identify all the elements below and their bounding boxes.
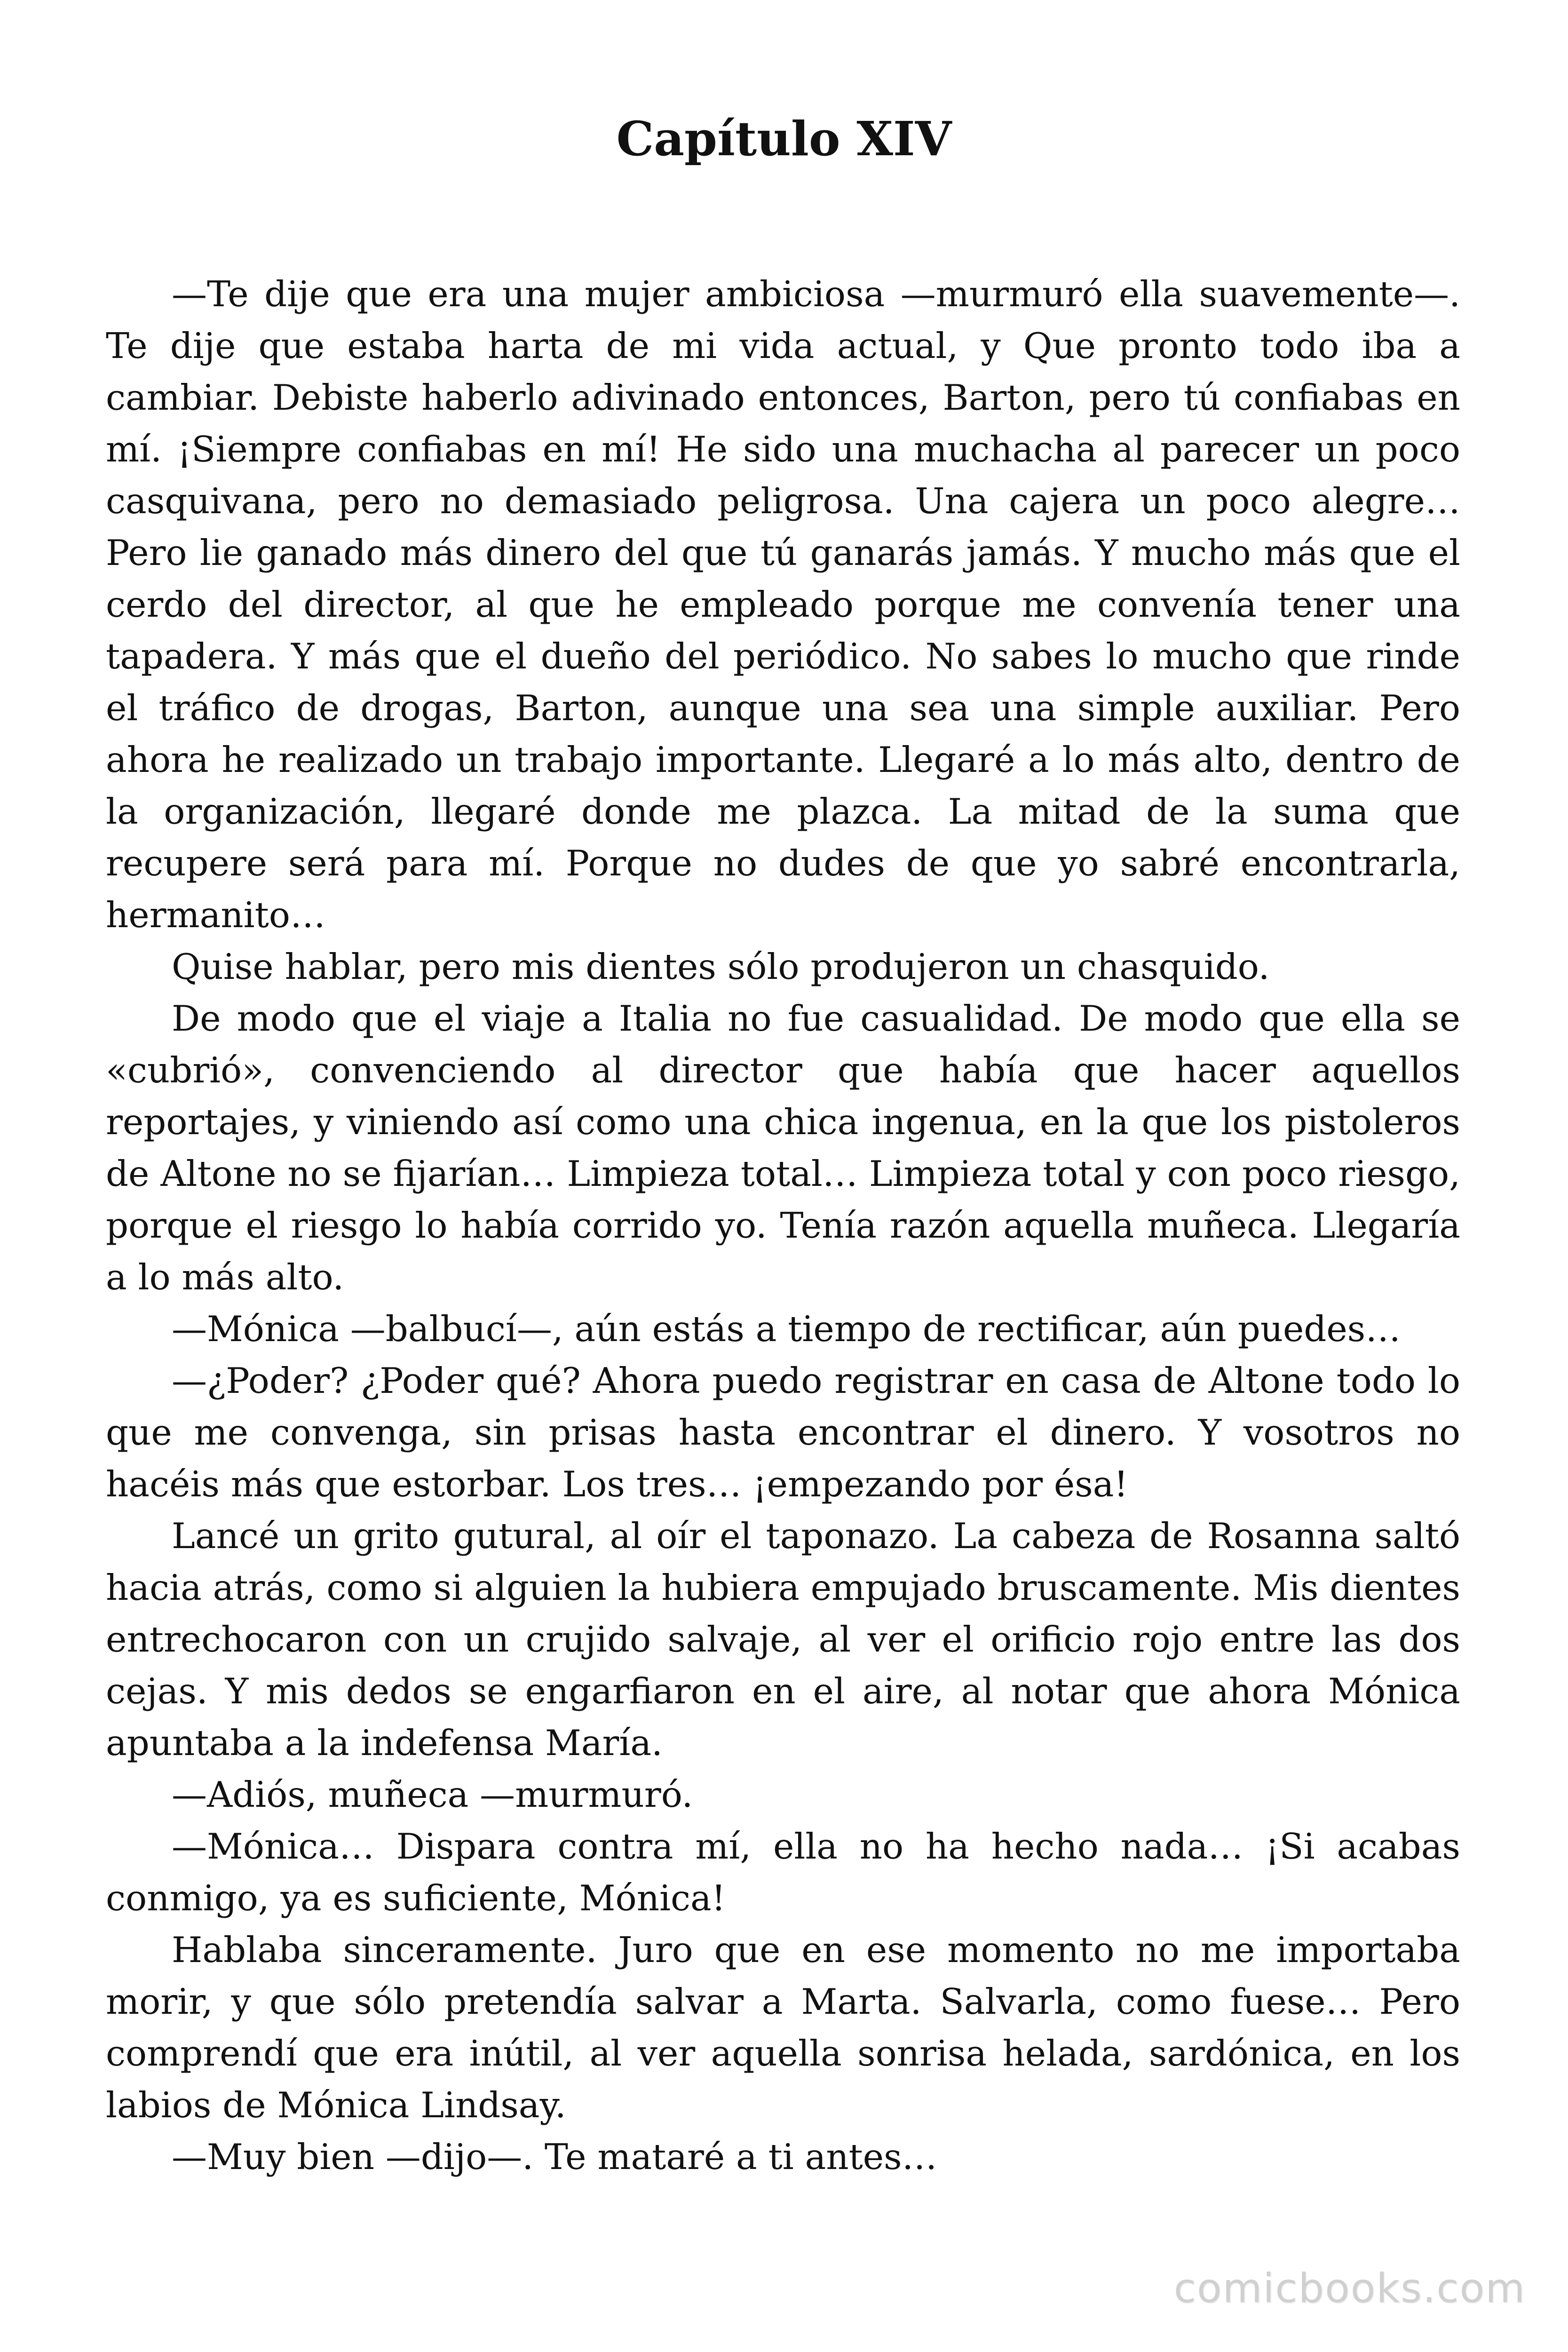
paragraph: —Muy bien —dijo—. Te mataré a ti antes…	[172, 2136, 937, 2177]
paragraph: Lancé un grito gutural, al oír el taponazo. La cabeza de Rosanna saltó hacia atrás, como si alguien la hubiera empujado bruscamente. Mis dientes entrechocaron con un crujido salvaje, al ver el orificio rojo entre las dos cejas. Y mis dedos se engarfiaron en el aire, al notar que ahora Mónica apuntaba a la indefensa María.	[106, 1515, 1460, 1764]
paragraph: —Mónica… Dispara contra mí, ella no ha hecho nada… ¡Si acabas conmigo, ya es suficiente, Mónica!	[106, 1826, 1460, 1919]
chapter-title: Capítulo XIV	[616, 111, 952, 167]
paragraph: —Adiós, muñeca —murmuró.	[172, 1774, 693, 1815]
paragraph: Hablaba sinceramente. Juro que en ese momento no me importaba morir, y que sólo pretendía salvar a Marta. Salvarla, como fuese… Pero comprendí que era inútil, al ver aquella sonrisa helada, sardónica, en los labios de Mónica Lindsay.	[106, 1929, 1460, 2126]
watermark: comicbooks.com	[1173, 2265, 1526, 2312]
paragraph: —¿Poder? ¿Poder qué? Ahora puedo registrar en casa de Altone todo lo que me convenga, sin prisas hasta encontrar el dinero. Y vosotros no hacéis más que estorbar. Los tres… ¡empezando por ésa!	[106, 1360, 1460, 1505]
paragraph: Quise hablar, pero mis dientes sólo produjeron un chasquido.	[172, 946, 1270, 987]
paragraph: De modo que el viaje a Italia no fue casualidad. De modo que ella se «cubrió», convenciendo al director que había que hacer aquellos reportajes, y viniendo así como una chica ingenua, en la que los pistoleros de Altone no se fijarían… Limpieza total… Limpieza total y con poco riesgo, porque el riesgo lo había corrido yo. Tenía razón aquella muñeca. Llegaría a lo más alto.	[106, 998, 1460, 1298]
chapter-body	[106, 268, 1460, 2183]
paragraph: —Te dije que era una mujer ambiciosa —murmuró ella suavemente—. Te dije que estaba harta de mi vida actual, y Que pronto todo iba a cambiar. Debiste haberlo adivinado entonces, Barton, pero tú confiabas en mí. ¡Siempre confiabas en mí! He sido una muchacha al parecer un poco casquivana, pero no demasiado peligrosa. Una cajera un poco alegre… Pero lie ganado más dinero del que tú ganarás jamás. Y mucho más que el cerdo del director, al que he empleado porque me convenía tener una tapadera. Y más que el dueño del periódico. No sabes lo mucho que rinde el tráfico de drogas, Barton, aunque una sea una simple auxiliar. Pero ahora he realizado un trabajo importante. Llegaré a lo más alto, dentro de la organización, llegaré donde me plazca. La mitad de la suma que recupere será para mí. Porque no dudes de que yo sabré encontrarla, hermanito…	[106, 273, 1460, 936]
paragraph: —Mónica —balbucí—, aún estás a tiempo de rectificar, aún puedes…	[172, 1308, 1401, 1350]
